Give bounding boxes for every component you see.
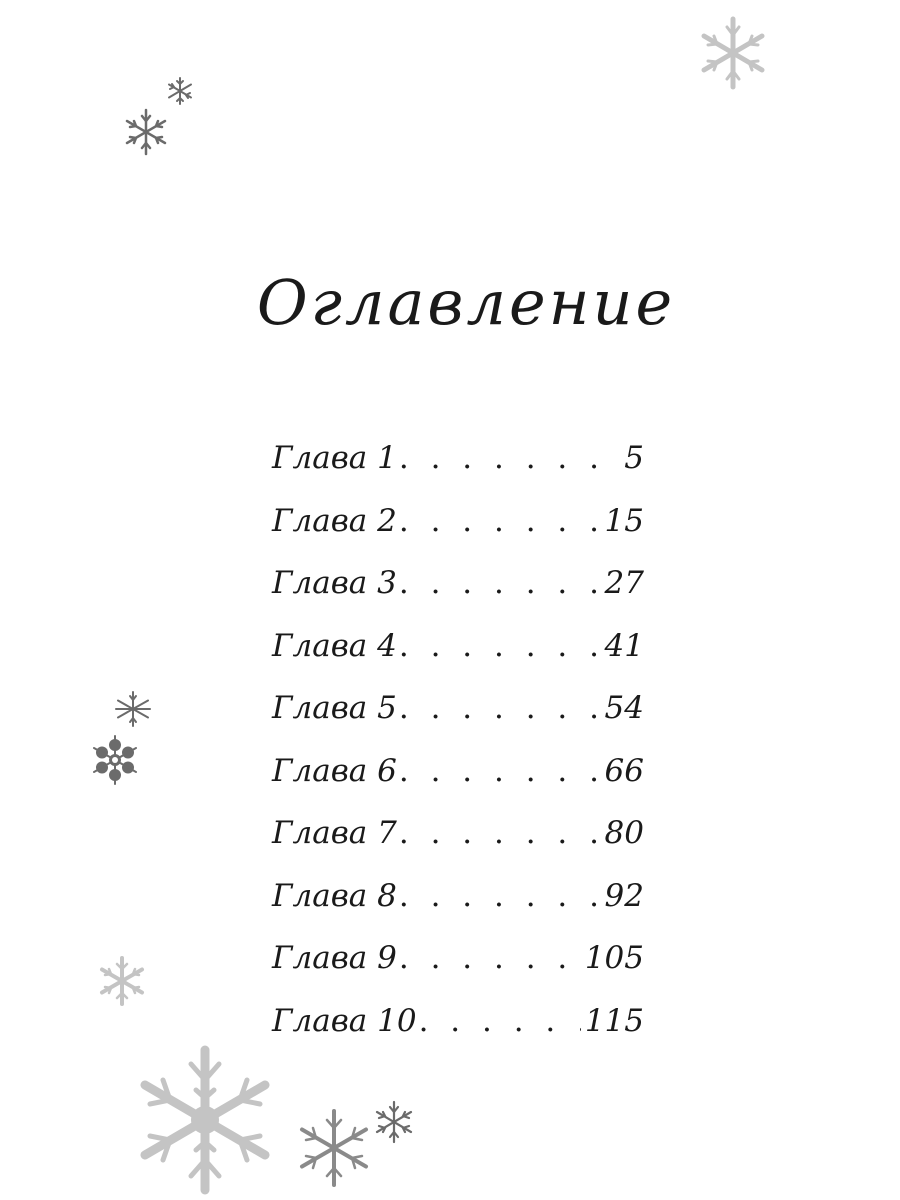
snowflake-icon (294, 1108, 374, 1188)
snowflake-icon (114, 690, 152, 728)
toc-page-number: 27 (604, 565, 644, 601)
toc-entry[interactable] (272, 815, 644, 878)
toc-leader-dots (399, 503, 601, 539)
snowflake-icon (165, 76, 195, 106)
toc-chapter-label: Глава 4 (272, 627, 397, 664)
snowflake-icon (130, 1045, 280, 1195)
toc-entry[interactable] (272, 690, 644, 753)
toc-entry[interactable] (272, 940, 644, 1003)
toc-leader-dots (399, 440, 620, 476)
toc-entry[interactable] (272, 440, 644, 503)
toc-leader-dots (399, 878, 601, 914)
toc-chapter-label: Глава 9 (272, 940, 397, 976)
toc-entry[interactable] (272, 878, 644, 941)
toc-leader-dots (399, 940, 581, 976)
snowflake-icon (90, 735, 140, 785)
table-of-contents (272, 440, 644, 1065)
toc-chapter-label: Глава 3 (272, 565, 397, 601)
toc-chapter-label: Глава 6 (272, 752, 397, 789)
snowflake-icon (696, 16, 770, 90)
toc-chapter-label: Глава 2 (272, 502, 397, 539)
toc-page-number: 5 (624, 440, 644, 476)
toc-page-number: 80 (604, 815, 644, 851)
toc-entry[interactable] (272, 1003, 644, 1066)
snowflake-icon (372, 1100, 416, 1144)
toc-page-number: 115 (584, 1002, 644, 1039)
toc-chapter-label: Глава 10 (272, 1002, 417, 1039)
toc-page-number: 66 (604, 752, 644, 789)
toc-chapter-label: Глава 5 (272, 690, 397, 726)
toc-leader-dots (399, 565, 601, 601)
toc-page-number: 54 (604, 690, 644, 726)
toc-page-number: 105 (584, 940, 644, 976)
toc-entry[interactable] (272, 753, 644, 816)
toc-entry[interactable] (272, 503, 644, 566)
toc-leader-dots (399, 628, 601, 664)
toc-page-number: 15 (604, 502, 644, 539)
toc-chapter-label: Глава 7 (272, 815, 397, 851)
snowflake-icon (96, 955, 148, 1007)
toc-leader-dots (399, 690, 601, 726)
toc-entry[interactable] (272, 565, 644, 628)
toc-leader-dots (399, 753, 601, 789)
toc-page-number: 92 (604, 877, 644, 914)
toc-chapter-label: Глава 8 (272, 877, 397, 914)
toc-entry[interactable] (272, 628, 644, 691)
toc-leader-dots (419, 1003, 581, 1039)
toc-page-number: 41 (604, 627, 644, 664)
snowflake-icon (122, 108, 170, 156)
toc-leader-dots (399, 815, 601, 851)
toc-chapter-label: Глава 1 (272, 440, 397, 476)
page-title: Оглавление (256, 266, 676, 339)
